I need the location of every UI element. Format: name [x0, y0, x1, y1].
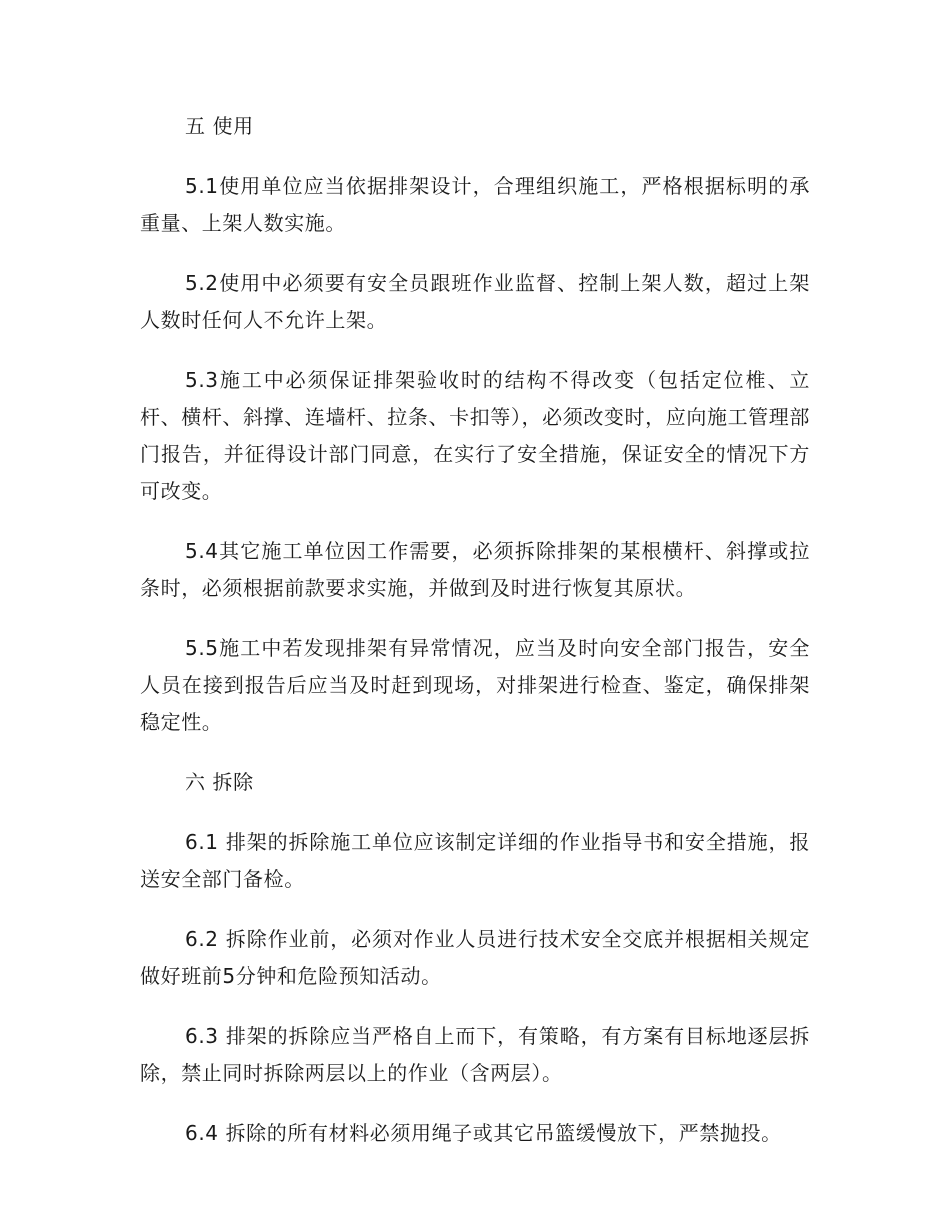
- paragraph-5-5: 5.5施工中若发现排架有异常情况，应当及时向安全部门报告，安全人员在接到报告后应当及时赶到现场，对排架进行检查、鉴定，确保排架稳定性。: [140, 636, 810, 734]
- paragraph-5-3: 5.3施工中必须保证排架验收时的结构不得改变（包括定位椎、立杆、横杆、斜撑、连墙杆、拉条、卡扣等），必须改变时，应向施工管理部门报告，并征得设计部门同意，在实行了安全措施，保证安全的情况下方可改变。: [140, 368, 810, 503]
- document-body: [140, 108, 810, 1175]
- paragraph-6-2: 6.2 拆除作业前，必须对作业人员进行技术安全交底并根据相关规定做好班前5分钟和危险预知活动。: [140, 927, 810, 988]
- paragraph-6-3: 6.3 排架的拆除应当严格自上而下，有策略，有方案有目标地逐层拆除，禁止同时拆除两层以上的作业（含两层）。: [140, 1024, 810, 1085]
- paragraph-6-4: 6.4 拆除的所有材料必须用绳子或其它吊篮缓慢放下，严禁抛投。: [185, 1121, 782, 1145]
- section-6-heading: 六 拆除: [185, 770, 254, 794]
- paragraph-6-1: 6.1 排架的拆除施工单位应该制定详细的作业指导书和安全措施，报送安全部门备检。: [140, 830, 810, 891]
- paragraph-5-2: 5.2使用中必须要有安全员跟班作业监督、控制上架人数，超过上架人数时任何人不允许上架。: [140, 271, 810, 332]
- paragraph-5-4: 5.4其它施工单位因工作需要，必须拆除排架的某根横杆、斜撑或拉条时，必须根据前款要求实施，并做到及时进行恢复其原状。: [140, 539, 810, 600]
- paragraph-5-1: 5.1使用单位应当依据排架设计，合理组织施工，严格根据标明的承重量、上架人数实施。: [140, 174, 810, 235]
- section-5-heading: 五 使用: [185, 114, 254, 138]
